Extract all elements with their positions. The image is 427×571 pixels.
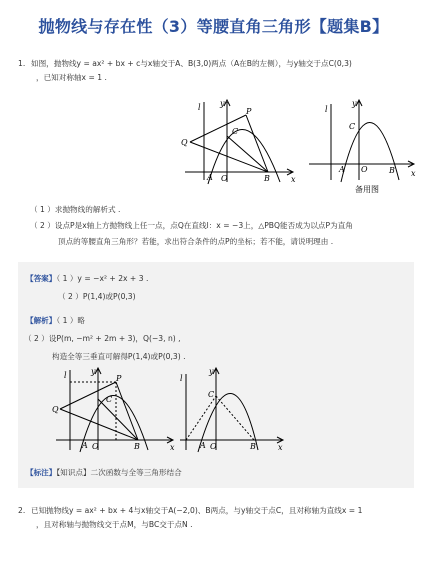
segment-PB — [246, 115, 268, 172]
answer-tag: 【答案】 — [26, 274, 57, 283]
note-line — [26, 466, 182, 479]
question-number: 2. — [18, 506, 26, 515]
label-l: l — [64, 371, 67, 380]
label-y: y — [91, 367, 96, 376]
question-text-line-1: 已知抛物线y = ax² + bx + 4与x轴交于A(−2,0)、B两点，与y轴交于点C，且对称轴为直线x = 1 — [31, 506, 363, 515]
label-B: B — [389, 166, 395, 175]
label-A: A — [200, 441, 206, 450]
label-l: l — [325, 105, 328, 114]
analysis-figure-1 — [52, 364, 177, 454]
analysis-tag: 【解析】 — [26, 316, 57, 325]
label-A: A — [82, 441, 88, 450]
label-P: P — [116, 374, 122, 383]
analysis-part-1: （ 1 ）略 — [56, 316, 86, 325]
analysis-figure-2 — [178, 364, 288, 454]
analysis-part-2-line-2: 构造全等三垂直可解得P(1,4)或P(0,3) . — [52, 352, 186, 361]
label-y: y — [209, 367, 214, 376]
label-y: y — [352, 99, 357, 108]
label-O: O — [92, 442, 99, 451]
question-text-line-1: 如图，抛物线y = ax² + bx + c与x轴交于A、B(3,0)两点（A在B的左侧），与y轴交于点C(0,3) — [31, 59, 352, 68]
label-C: C — [349, 122, 356, 131]
label-A: A — [339, 165, 345, 174]
analysis-part-2-line-1: （ 2 ）设P(m, −m² + 2m + 3)，Q(−3, n) , — [24, 334, 181, 343]
label-x: x — [411, 169, 416, 178]
note-text: 【知识点】二次函数与全等三角形结合 — [56, 468, 182, 477]
question-1 — [18, 57, 418, 85]
segment-QB — [60, 409, 138, 440]
label-l: l — [198, 103, 201, 112]
label-O: O — [221, 174, 228, 183]
label-C: C — [106, 395, 113, 404]
label-l: l — [180, 374, 183, 383]
label-x: x — [278, 443, 283, 452]
question-2 — [18, 504, 418, 532]
question-text-line-2: ，且对称轴与抛物线交于点M，与BC交于点N . — [36, 520, 193, 529]
segment-PB — [116, 382, 138, 440]
label-x: x — [170, 443, 175, 452]
label-Q: Q — [52, 405, 59, 414]
segment-CB — [227, 136, 268, 172]
label-C: C — [208, 390, 215, 399]
label-A: A — [207, 173, 213, 182]
segment-CB — [98, 399, 138, 440]
question-1-part-2-line-2: 顶点的等腰直角三角形？若能，求出符合条件的点P的坐标；若不能，请说明理由 . — [58, 237, 334, 246]
helper-P-B — [216, 396, 254, 440]
label-B: B — [250, 442, 256, 451]
label-Q: Q — [181, 138, 188, 147]
analysis-line-1 — [26, 314, 85, 327]
label-C: C — [232, 127, 239, 136]
page-title: 抛物线与存在性（3）等腰直角三角形【题集B】 — [38, 17, 389, 36]
question-text-line-2: ，已知对称轴x = 1 . — [36, 73, 107, 82]
spare-figure-caption: 备用图 — [355, 185, 379, 194]
parabola — [198, 393, 258, 452]
figure-1-spare — [303, 96, 418, 196]
label-P: P — [246, 107, 252, 116]
question-1-part-1: （ 1 ）求抛物线的解析式 . — [30, 205, 121, 214]
answer-line-1 — [26, 272, 148, 285]
label-y: y — [220, 99, 225, 108]
question-number: 1. — [18, 59, 26, 68]
note-tag: 【标注】 — [26, 468, 57, 477]
answer-part-1: （ 1 ）y = −x² + 2x + 3 . — [56, 274, 149, 283]
question-1-part-2-line-1: （ 2 ）设点P是x轴上方抛物线上任一点，点Q在直线l：x = −3上，△PBQ能否成为以点P为直角 — [30, 221, 353, 230]
answer-part-2: （ 2 ）P(1,4)或P(0,3) — [58, 292, 136, 301]
helper-Q-P — [186, 396, 216, 440]
label-B: B — [264, 174, 270, 183]
label-O: O — [361, 165, 368, 174]
label-O: O — [210, 442, 217, 451]
label-B: B — [134, 442, 140, 451]
figure-1-main — [180, 98, 300, 186]
segment-QB — [190, 142, 268, 172]
label-x: x — [291, 175, 296, 184]
